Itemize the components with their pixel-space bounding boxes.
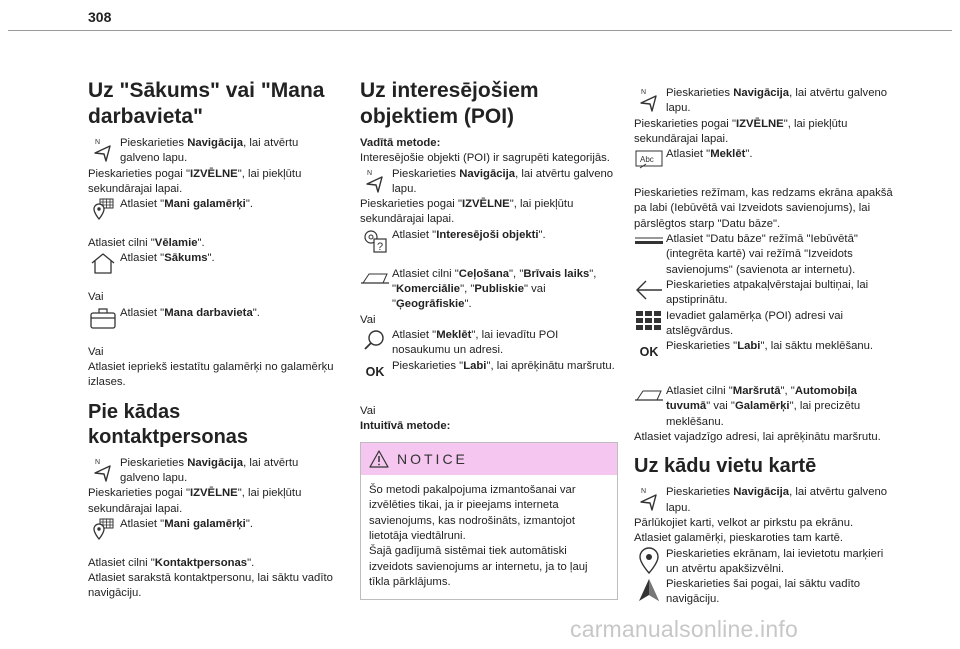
navigation-arrow-icon — [634, 485, 664, 515]
step-poi: ? Atlasiet "Interesējoši objekti". — [360, 228, 618, 258]
navigation-arrow-icon — [360, 167, 390, 197]
watermark: carmanualsonline.info — [570, 616, 798, 642]
intuitive-method-label: Intuitīvā metode: — [360, 419, 451, 432]
home-icon — [88, 251, 118, 281]
svg-text:N: N — [641, 89, 647, 96]
notice-header — [361, 443, 617, 475]
tab-selector-icon — [634, 384, 664, 414]
section-title-map: Uz kādu vietu kartē — [634, 455, 817, 478]
step-navigation: N Pieskarieties Navigācija, lai atvērtu galveno lapu. — [88, 456, 334, 487]
keyboard-grid-icon — [634, 309, 664, 339]
step-search: Atlasiet "Meklēt", lai ievadītu POI nosaukumu un adresi. — [360, 328, 618, 359]
destination-flag-icon — [88, 517, 118, 547]
step-categories: Atlasiet cilni "Ceļošana", "Brīvais laiks", "Komerciālie", "Publiskie" vai "Ģeogrāfiskie". — [360, 267, 618, 313]
step-refine-tabs: Atlasiet cilni "Maršrutā", "Automobiļa tuvumā" vai "Galamērķi", lai precizētu meklēšanu. — [634, 384, 896, 430]
step-place-marker: Pieskarieties ekrānam, lai ievietotu marķieri un atvērtu apakšizvēlni. — [634, 547, 896, 578]
navigation-arrow-icon — [88, 456, 118, 486]
header-rule — [8, 30, 952, 31]
back-arrow-icon — [634, 278, 664, 308]
svg-text:N: N — [367, 169, 373, 177]
or-text: Vai — [360, 313, 376, 326]
or-text: Vai — [360, 404, 376, 417]
step-choose-address: Atlasiet vajadzīgo adresi, lai aprēķinātu maršrutu. — [634, 431, 881, 444]
step-menu: Pieskarieties pogai "IZVĒLNE", lai piekļūtu sekundārajai lapai. — [634, 117, 848, 145]
notice-body: Šo metodi pakalpojuma izmantošanai var izvēlēties tikai, ja ir pieejams interneta savienojums, kas nodrošināts, izmantojot lietotāja viedtālruni. Šajā gadījumā sistēmai tiek automātiski izveidots savienojums ar internetu, ja to ļauj tīkla pārklājums. — [369, 484, 588, 588]
step-preset: Atlasiet iepriekš iestatītu galamērķi no galamērķu izlases. — [88, 361, 334, 389]
step-navigation: N Pieskarieties Navigācija, lai atvērtu galveno lapu. — [634, 485, 896, 516]
column-1 — [88, 78, 334, 602]
navigation-arrow-icon — [634, 86, 664, 116]
section-title-home: Uz "Sākums" vai "Mana darbavieta" — [88, 79, 325, 128]
search-icon — [360, 328, 390, 358]
step-navigation: N Pieskarieties Navigācija, lai atvērtu galveno lapu. — [360, 167, 618, 198]
step-browse-map: Pārlūkojiet karti, velkot ar pirkstu pa ekrānu. — [634, 516, 854, 529]
keyboard-search-icon — [634, 147, 664, 177]
step-home: Atlasiet "Sākums". — [88, 251, 334, 281]
svg-text:N: N — [95, 139, 101, 146]
step-my-destinations: Atlasiet "Mani galamērķi". — [88, 517, 334, 547]
warning-triangle-icon — [361, 449, 397, 469]
poi-question-icon — [360, 228, 390, 258]
step-contacts-tab: Atlasiet cilni "Kontaktpersonas". — [88, 556, 255, 569]
step-navigation: N Pieskarieties Navigācija, lai atvērtu galveno lapu. — [88, 136, 334, 167]
step-menu: Pieskarieties pogai "IZVĒLNE", lai piekļūtu sekundārajai lapai. — [88, 167, 302, 195]
step-work: Atlasiet "Mana darbavieta". — [88, 306, 334, 336]
svg-text:Abc: Abc — [640, 155, 654, 165]
guided-method-label: Vadītā metode: — [360, 137, 441, 149]
svg-text:N: N — [95, 458, 101, 466]
step-back: Pieskarieties atpakaļvērstajai bultiņai, lai apstiprinātu. — [634, 278, 896, 309]
mode-text: Pieskarieties režīmam, kas redzams ekrāna apakšā pa labi (Iebūvētā vai Izveidots savienojums), lai pārslēgtos starp "Datu bāze". — [634, 187, 893, 230]
column-3 — [634, 86, 896, 608]
briefcase-icon — [88, 306, 118, 336]
destination-flag-icon — [88, 197, 118, 227]
step-menu: Pieskarieties pogai "IZVĒLNE", lai piekļūtu sekundārajai lapai. — [88, 487, 302, 515]
step-ok: OK Pieskarieties "Labi", lai aprēķinātu maršrutu. — [360, 359, 618, 395]
section-title-poi: Uz interesējošiem objektiem (POI) — [360, 79, 539, 128]
map-pin-icon — [634, 547, 664, 577]
or-text: Vai — [88, 345, 104, 358]
section-title-contact: Pie kādas kontaktpersonas — [88, 400, 249, 448]
step-my-destinations: Atlasiet "Mani galamērķi". — [88, 197, 334, 227]
step-enter-address: Ievadiet galamērķa (POI) adresi vai atslēgvārdus. — [634, 309, 896, 340]
step-start-guidance: Pieskarieties šai pogai, lai sāktu vadīto navigāciju. — [634, 577, 896, 608]
step-select-on-map: Atlasiet galamērķi, pieskaroties tam kartē. — [634, 532, 844, 545]
page-number: 308 — [88, 9, 112, 25]
step-ok: OK Pieskarieties "Labi", lai sāktu meklēšanu. — [634, 339, 896, 375]
step-preferred-tab: Atlasiet cilni "Vēlamie". — [88, 237, 205, 250]
or-text: Vai — [88, 291, 104, 304]
svg-text:N: N — [641, 488, 647, 496]
notice-box — [360, 442, 618, 600]
tab-selector-icon — [360, 267, 390, 297]
guidance-arrow-icon — [634, 577, 664, 607]
guided-method-text: Interesējošie objekti (POI) ir sagrupēti kategorijās. — [360, 152, 610, 165]
navigation-arrow-icon — [88, 136, 118, 166]
step-select-contact: Atlasiet sarakstā kontaktpersonu, lai sāktu vadīto navigāciju. — [88, 572, 333, 600]
step-search: Abc Atlasiet "Meklēt". — [634, 147, 896, 177]
notice-title: NOTICE — [397, 450, 468, 467]
column-2 — [360, 78, 618, 600]
step-navigation: N Pieskarieties Navigācija, lai atvērtu galveno lapu. — [634, 86, 896, 117]
step-database: Atlasiet "Datu bāze" režīmā "Iebūvētā" (integrēta kartē) vai režīmā "Izveidots savienojums" (savienota ar internetu). — [634, 232, 896, 278]
step-menu: Pieskarieties pogai "IZVĒLNE", lai piekļūtu sekundārajai lapai. — [360, 198, 574, 226]
svg-text:?: ? — [377, 240, 384, 253]
ok-button-icon: OK — [365, 364, 385, 379]
ok-button-icon: OK — [639, 345, 659, 360]
toggle-bar-icon — [634, 232, 664, 262]
